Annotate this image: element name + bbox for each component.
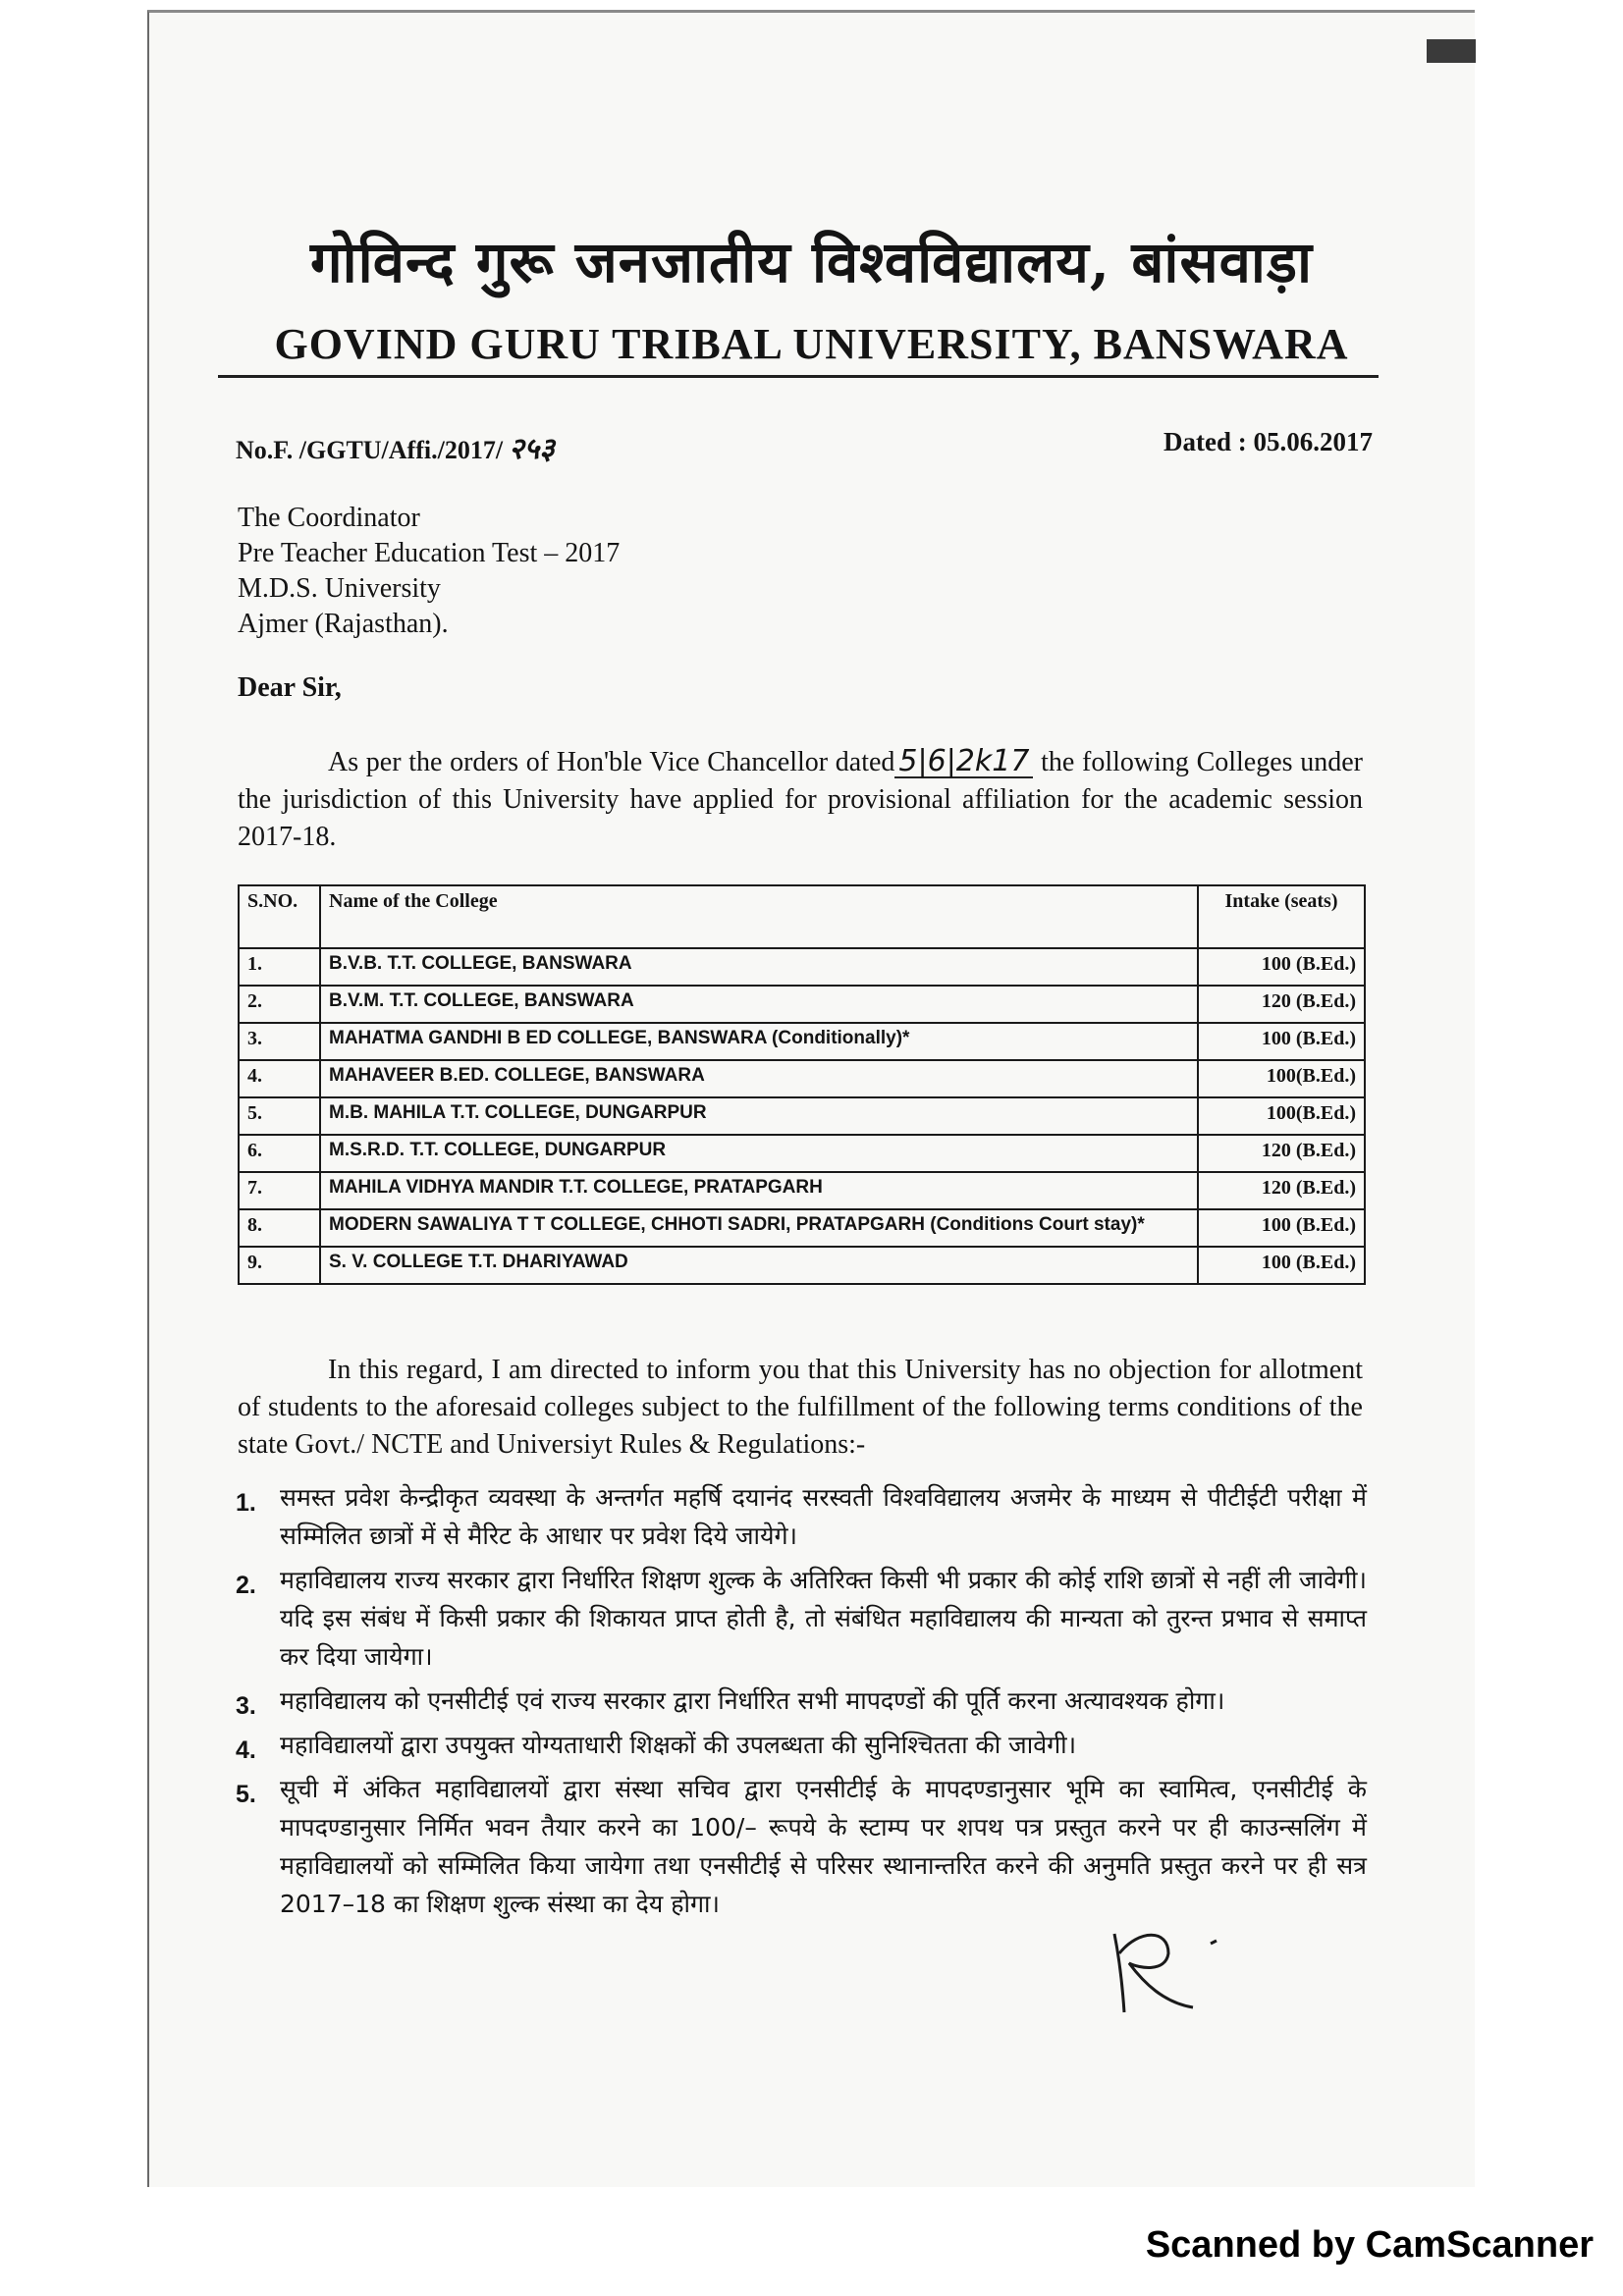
row-college-name: MAHAVEER B.ED. COLLEGE, BANSWARA	[320, 1060, 1198, 1097]
address-line-3: M.D.S. University	[238, 573, 441, 604]
row-intake: 100(B.Ed.)	[1198, 1097, 1365, 1135]
row-intake: 100(B.Ed.)	[1198, 1060, 1365, 1097]
row-college-name: MODERN SAWALIYA T T COLLEGE, CHHOTI SADRI, PRATAPGARH (Conditions Court stay)*	[320, 1209, 1198, 1247]
intro-text-before-date: As per the orders of Hon'ble Vice Chancellor dated	[328, 747, 895, 777]
condition-number: 5.	[236, 1781, 256, 1808]
table-row	[239, 986, 1365, 1023]
handwritten-date: 5|6|2k17	[894, 747, 1033, 778]
row-college-name: M.B. MAHILA T.T. COLLEGE, DUNGARPUR	[320, 1097, 1198, 1135]
table-row	[239, 1209, 1365, 1247]
colleges-table	[238, 884, 1366, 1285]
reference-number	[236, 427, 555, 467]
address-line-1: The Coordinator	[238, 503, 420, 533]
row-intake: 100 (B.Ed.)	[1198, 1247, 1365, 1284]
header-rule	[218, 375, 1379, 378]
header-intake: Intake (seats)	[1198, 885, 1365, 948]
row-intake: 120 (B.Ed.)	[1198, 1172, 1365, 1209]
letter-date: Dated : 05.06.2017	[1163, 427, 1373, 456]
row-college-name: B.V.M. T.T. COLLEGE, BANSWARA	[320, 986, 1198, 1023]
row-college-name: M.S.R.D. T.T. COLLEGE, DUNGARPUR	[320, 1135, 1198, 1172]
table-row	[239, 1172, 1365, 1209]
condition-text: सूची में अंकित महाविद्यालयों द्वारा संस्था सचिव द्वारा एनसीटीई के मापदण्डानुसार भूमि का स्वामित्व, एनसीटीई के मापदण्डानुसार निर्मित भवन तैयार करने का 100/– रूपये के स्टाम्प पर शपथ पत्र प्रस्तुत करने पर ही काउन्सलिंग में महाविद्यालयों को सम्मिलित किया जायेगा तथा एनसीटीई से परिसर स्थानान्तरित करने की अनुमति प्रस्तुत करने पर ही सत्र 2017–18 का शिक्षण शुल्क संस्था का देय होगा।	[280, 1775, 1367, 1918]
row-sno: 6.	[239, 1135, 320, 1172]
row-college-name: S. V. COLLEGE T.T. DHARIYAWAD	[320, 1247, 1198, 1284]
table-row	[239, 1060, 1365, 1097]
condition-text: महाविद्यालय को एनसीटीई एवं राज्य सरकार द्वारा निर्धारित सभी मापदण्डों की पूर्ति करना अत्यावश्यक होगा।	[280, 1686, 1225, 1715]
header-sno: S.NO.	[239, 885, 320, 948]
row-intake: 100 (B.Ed.)	[1198, 948, 1365, 986]
header-college-name: Name of the College	[320, 885, 1198, 948]
row-intake: 120 (B.Ed.)	[1198, 1135, 1365, 1172]
row-college-name: B.V.B. T.T. COLLEGE, BANSWARA	[320, 948, 1198, 986]
intro-text-after-date: the following Colleges under the jurisdiction of this University have applied for provisional affiliation for the academic session 2017-18.	[238, 747, 1363, 852]
directive-text: In this regard, I am directed to inform you that this University has no objection for allotment of students to the aforesaid colleges subject to the fulfillment of the following terms conditions of the state Govt./ NCTE and Universiyt Rules & Regulations:-	[238, 1355, 1363, 1460]
condition-text: महाविद्यालय राज्य सरकार द्वारा निर्धारित शिक्षण शुल्क के अतिरिक्त किसी भी प्रकार की कोई राशि छात्रों से नहीं ली जावेगी। यदि इस संबंध में किसी प्रकार की शिकायत प्राप्त होती है, तो संबंधित महाविद्यालय की मान्यता को तुरन्त प्रभाव से समाप्त कर दिया जायेगा।	[280, 1566, 1367, 1671]
row-sno: 1.	[239, 948, 320, 986]
condition-item	[236, 1561, 1367, 1676]
recipient-address	[238, 501, 620, 642]
condition-item	[236, 1682, 1367, 1720]
address-line-2: Pre Teacher Education Test – 2017	[238, 538, 621, 568]
directive-paragraph	[238, 1352, 1363, 1464]
table-row	[239, 1023, 1365, 1060]
row-intake: 120 (B.Ed.)	[1198, 986, 1365, 1023]
table-row	[239, 1247, 1365, 1284]
row-sno: 9.	[239, 1247, 320, 1284]
row-college-name: MAHATMA GANDHI B ED COLLEGE, BANSWARA (Conditionally)*	[320, 1023, 1198, 1060]
condition-number: 2.	[236, 1572, 256, 1599]
table-header-row	[239, 885, 1365, 948]
address-line-4: Ajmer (Rajasthan).	[238, 609, 449, 639]
condition-text: महाविद्यालयों द्वारा उपयुक्त योग्यताधारी शिक्षकों की उपलब्धता की सुनिश्चितता की जावेगी।	[280, 1731, 1077, 1759]
condition-number: 4.	[236, 1736, 256, 1764]
table-row	[239, 1097, 1365, 1135]
row-sno: 5.	[239, 1097, 320, 1135]
condition-item	[236, 1770, 1367, 1923]
row-college-name: MAHILA VIDHYA MANDIR T.T. COLLEGE, PRATAPGARH	[320, 1172, 1198, 1209]
row-intake: 100 (B.Ed.)	[1198, 1023, 1365, 1060]
scan-corner-mark	[1427, 39, 1476, 63]
row-sno: 3.	[239, 1023, 320, 1060]
camscanner-watermark: Scanned by CamScanner	[1145, 2224, 1594, 2266]
table-row	[239, 1135, 1365, 1172]
university-title-hindi: गोविन्द गुरू जनजातीय विश्वविद्यालय, बांसवाड़ा	[310, 229, 1313, 295]
condition-text: समस्त प्रवेश केन्द्रीकृत व्यवस्था के अन्तर्गत महर्षि दयानंद सरस्वती विश्वविद्यालय अजमेर के माध्यम से पीटीईटी परीक्षा में सम्मिलित छात्रों में से मैरिट के आधार पर प्रवेश दिये जायेगे।	[280, 1483, 1367, 1550]
table-row	[239, 948, 1365, 986]
condition-number: 3.	[236, 1692, 256, 1720]
university-title-english: GOVIND GURU TRIBAL UNIVERSITY, BANSWARA	[274, 320, 1349, 368]
row-sno: 7.	[239, 1172, 320, 1209]
row-sno: 4.	[239, 1060, 320, 1097]
row-sno: 8.	[239, 1209, 320, 1247]
row-sno: 2.	[239, 986, 320, 1023]
intro-paragraph	[238, 744, 1363, 856]
handwritten-signature	[1085, 1914, 1232, 2022]
condition-number: 1.	[236, 1489, 256, 1517]
condition-item	[236, 1726, 1367, 1764]
conditions-list	[236, 1478, 1367, 1929]
reference-handwritten-number: २५३	[509, 432, 555, 466]
reference-number-text: No.F. /GGTU/Affi./2017/	[236, 436, 504, 464]
condition-item	[236, 1478, 1367, 1555]
row-intake: 100 (B.Ed.)	[1198, 1209, 1365, 1247]
salutation: Dear Sir,	[238, 672, 342, 703]
